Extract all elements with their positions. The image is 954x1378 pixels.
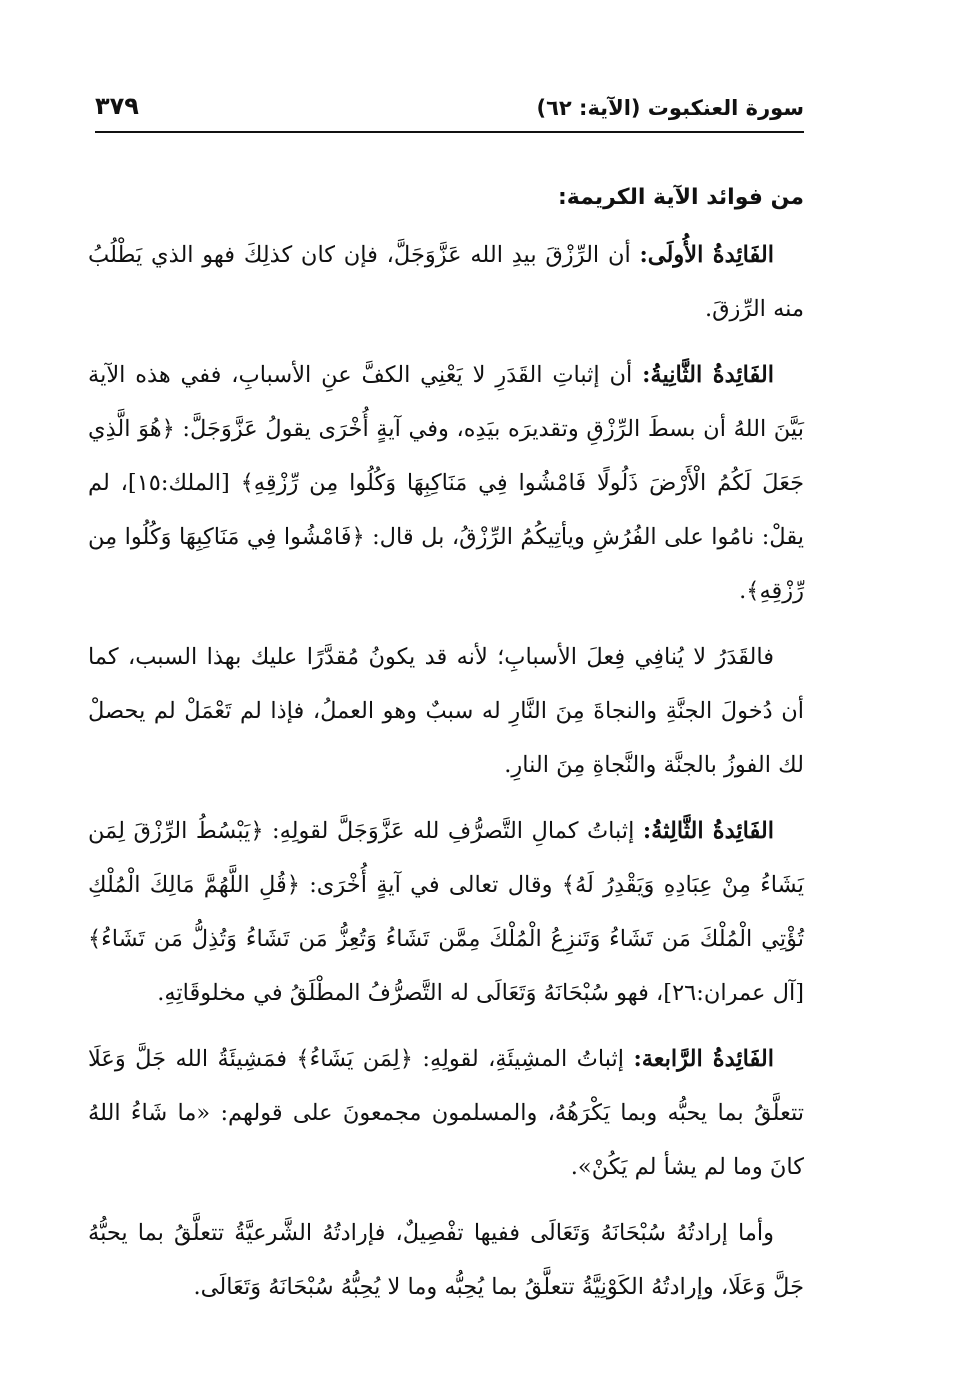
section-heading: من فوائد الآية الكريمة:: [557, 185, 804, 210]
paragraph-text: أن إثباتِ القَدَرِ لا يَعْنِي الكفَّ عنِ الأسبابِ، ففي هذه الآية بَيَّنَ اللهُ أن بسطَ الرِّزْقِ وتقديرَه بيَدِه، وفي آيةٍ أُخْرَى يقولُ عَزَّوَجَلَّ: ﴿هُوَ الَّذِي جَعَلَ لَكُمُ الْأَرْضَ ذَلُولًا فَامْشُوا فِي مَنَاكِبِهَا وَكُلُوا مِن رِّزْقِهِ﴾ [الملك:١٥]، لم يقلْ: نامُوا على الفُرُشِ ويأتِيكُمُ الرِّزْقُ، بل قال: ﴿فَامْشُوا فِي مَنَاكِبِهَا وَكُلُوا مِن رِّزْقِهِ﴾.: [88, 362, 804, 604]
paragraph-text: وأما إرادتُهُ سُبْحَانَهُ وَتَعَالَى ففيها تفْصِيلٌ، فإرادتُهُ الشَّرعيَّةُ تتعلَّقُ بما يحبُّهُ جَلَّ وَعَلَا، وإرادتُهُ الكَوْنِيَّةُ تتعلَّقُ بما يُحِبُّه وما لا يُحِبُّهُ سُبْحَانَهُ وَتَعَالَى.: [88, 1220, 804, 1300]
paragraph-text: إثباتُ المشِيئَةِ، لقولِهِ: ﴿لِمَن يَشَاءُ﴾ فمَشِيئَةُ الله جَلَّ وَعَلَا تتعلَّقُ بما يحبُّه وبما يَكْرَهُهُ، والمسلمون مجمعونَ على قولهم: «ما شَاءُ اللهُ كانَ وما لم يشأ لم يَكُنْ».: [88, 1046, 804, 1180]
page-body: [88, 178, 804, 1326]
running-title: سورة العنكبوت (الآية: ٦٢): [536, 96, 804, 120]
page-header: [95, 92, 804, 126]
paragraph-label: الفَائِدةُ الأُولَى:: [639, 242, 774, 268]
paragraph-text: فالقَدَرُ لا يُنافِي فِعلَ الأسبابِ؛ لأنه قد يكونُ مُقدَّرًا عليك بهذا السبب، كما أن دُخولَ الجنَّةِ والنجاةَ مِنَ النَّارِ له سببٌ وهو العملُ، فإذا لم تَعْمَلْ لم يحصلْ لك الفوزُ بالجنَّة والنَّجاةِ مِنَ النارِ.: [88, 644, 804, 778]
header-divider: [95, 131, 804, 133]
paragraph-label: الفَائِدةُ الثَّانِيةُ:: [642, 362, 775, 388]
paragraph-label: الفَائِدةُ الثَّالِثةُ:: [642, 818, 774, 844]
paragraph-benefit-4: [88, 1032, 804, 1194]
page-number: ٣٧٩: [95, 92, 139, 120]
paragraph-benefit-2: [88, 348, 804, 618]
paragraph-label: الفَائِدةُ الرَّابعة:: [633, 1046, 774, 1072]
paragraph-text: أن الرِّزْقَ بيدِ الله عَزَّوَجَلَّ، فإن كان كذلِكَ فهو الذي يَطْلُبُ منه الرِّزقَ.: [88, 242, 804, 322]
paragraph-benefit-1: [88, 228, 804, 336]
paragraph-text: إثباتُ كمالِ التَّصرُّفِ لله عَزَّوَجَلَّ لقولِهِ: ﴿يَبْسُطُ الرِّزْقَ لِمَن يَشَاءُ مِنْ عِبَادِهِ وَيَقْدِرُ لَهُ﴾ وقال تعالى في آيةٍ أُخْرَى: ﴿قُلِ اللَّهُمَّ مَالِكَ الْمُلْكِ تُؤْتِي الْمُلْكَ مَن تَشَاءُ وَتَنزِعُ الْمُلْكَ مِمَّن تَشَاءُ وَتُعِزُّ مَن تَشَاءُ وَتُذِلُّ مَن تَشَاءُ﴾ [آل عمران:٢٦]، فهو سُبْحَانَهُ وَتَعَالَى له التَّصرُّفُ المطْلَقُ في مخلوقَاتِهِ.: [88, 818, 804, 1006]
paragraph-benefit-3: [88, 804, 804, 1020]
paragraph-will-detail: [88, 1206, 804, 1314]
paragraph-continuation: [88, 630, 804, 792]
